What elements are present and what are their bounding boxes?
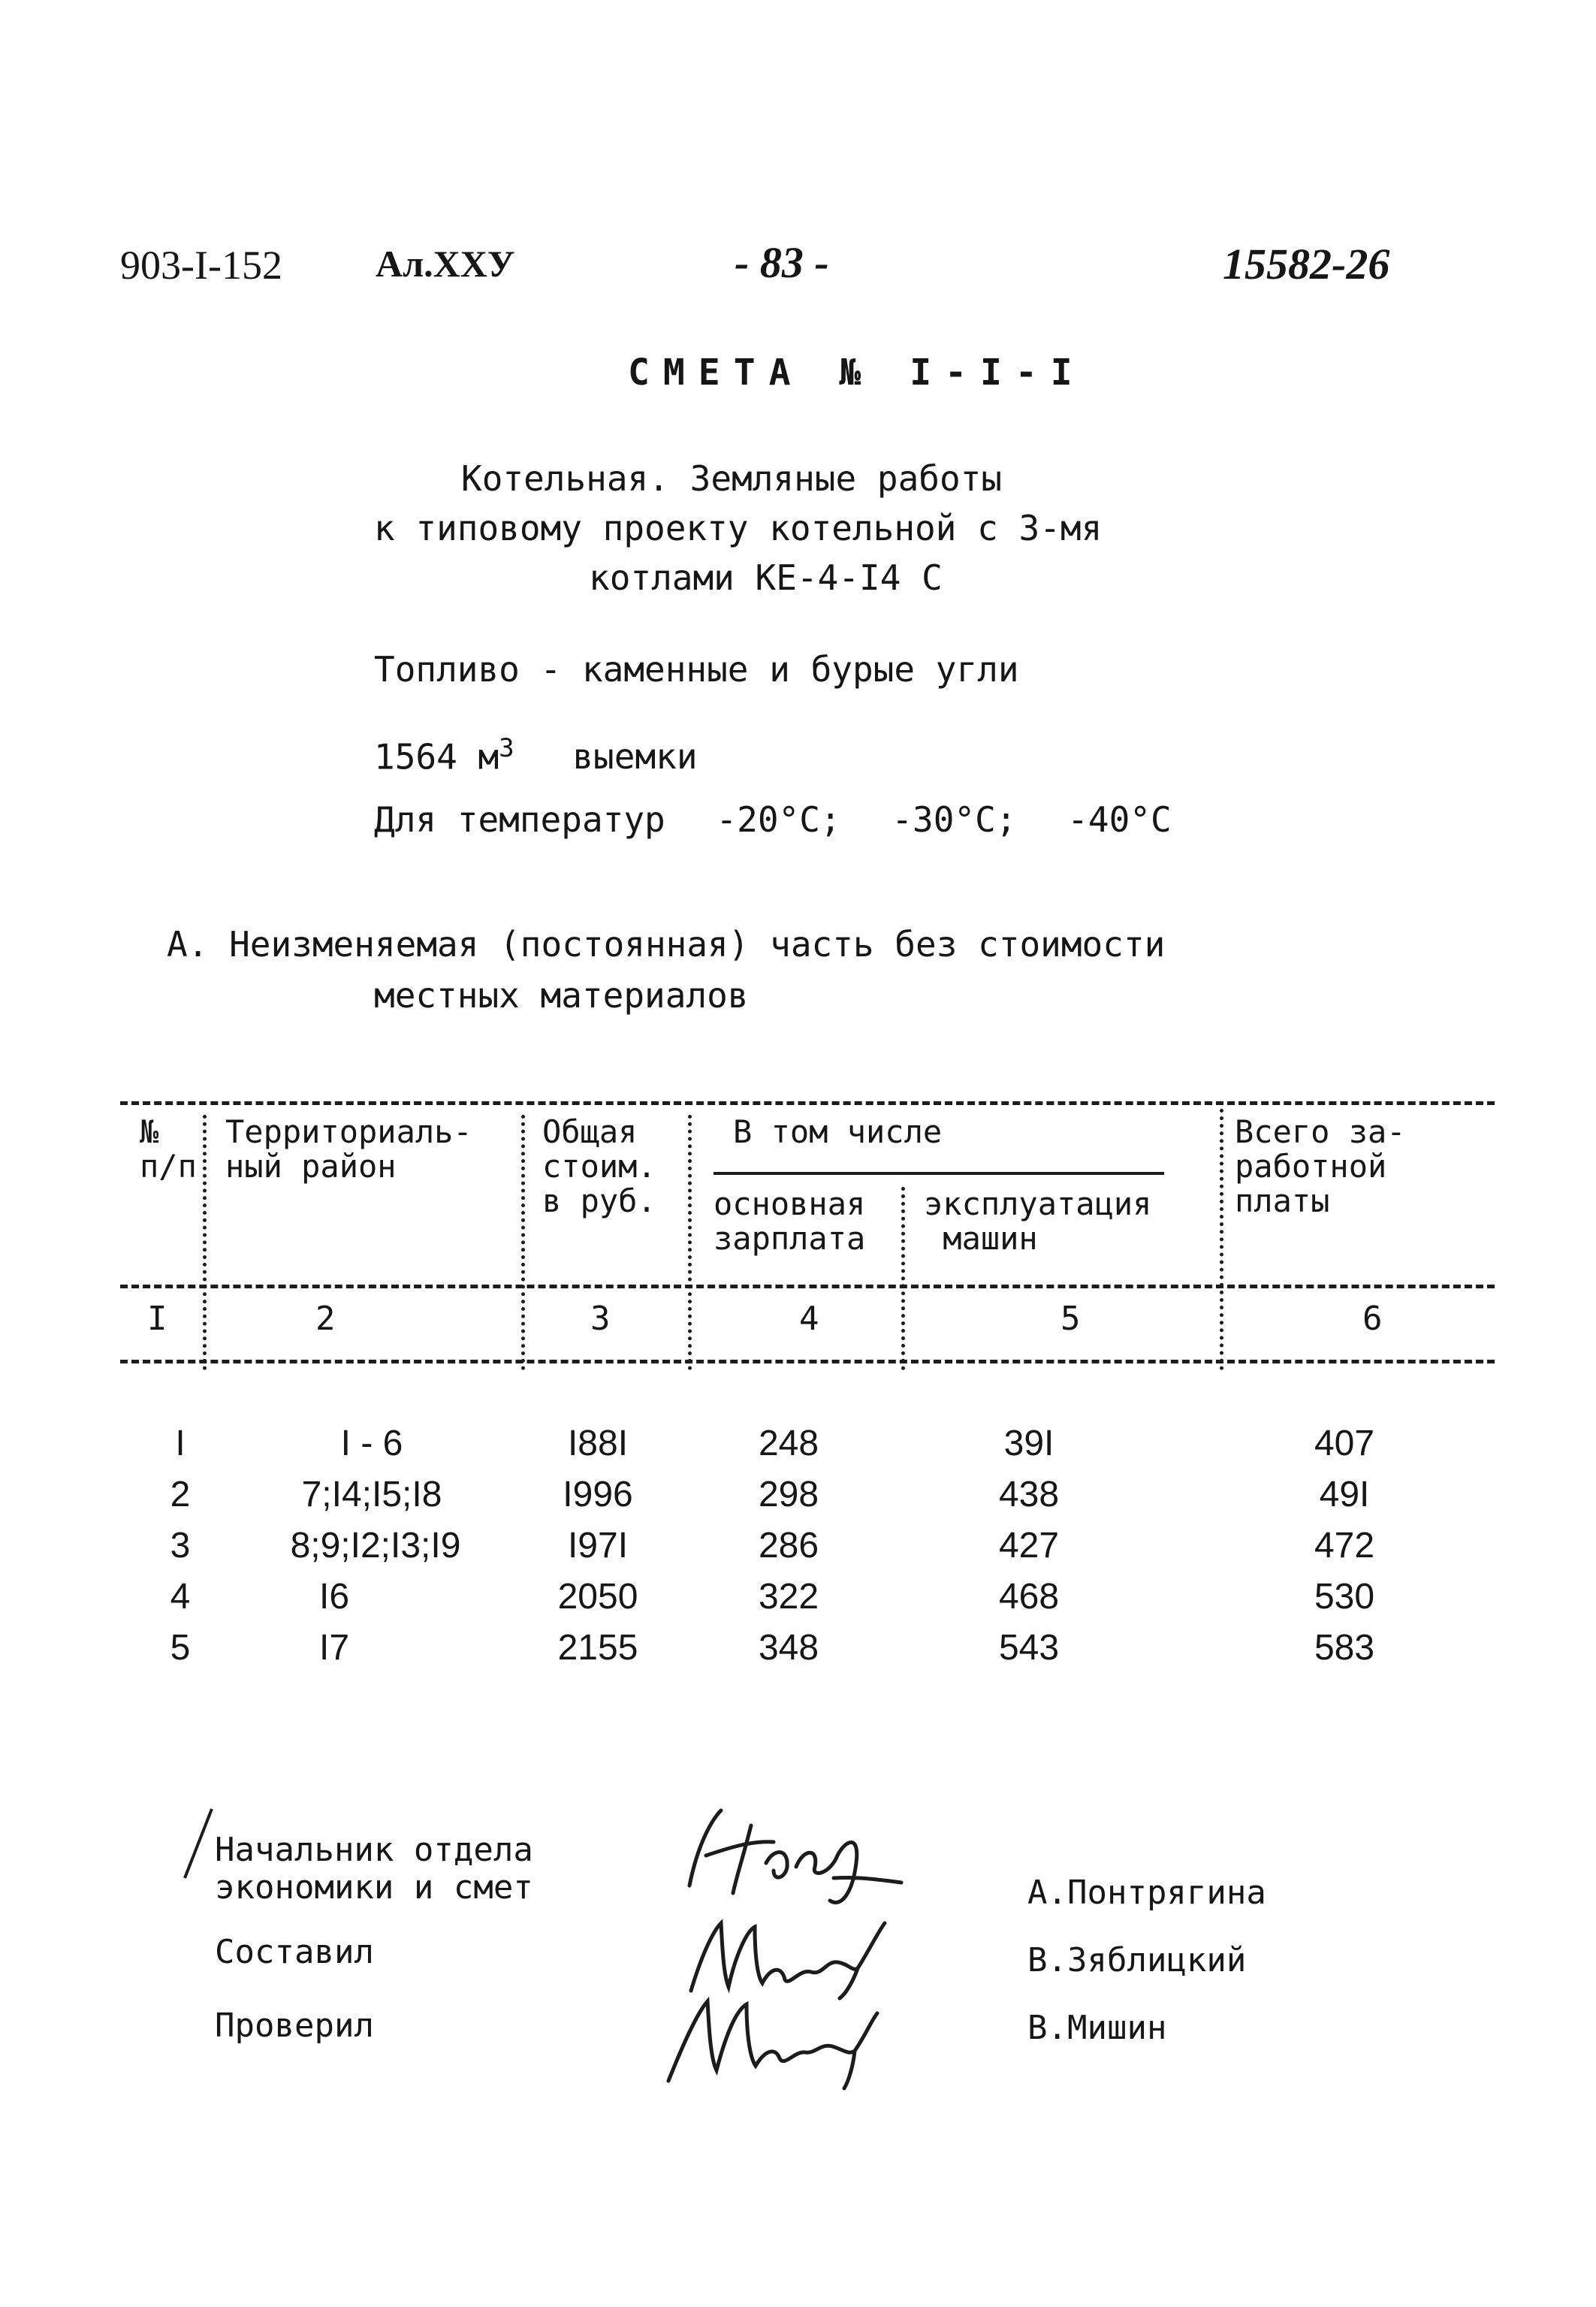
row-3-wages: 472 (1314, 1526, 1375, 1566)
subtitle-line-2: к типовому проекту котельной с 3-мя (374, 508, 1103, 548)
album-number: Ал.XXУ (376, 243, 515, 285)
temperatures-label: Для температур (374, 799, 665, 840)
header-region: Территориаль- ный район (225, 1113, 472, 1185)
row-5-salary: 348 (758, 1628, 819, 1668)
temperature-1: -20°С; (716, 799, 841, 840)
volume-exponent: 3 (499, 733, 514, 763)
table-colnum-rule (120, 1360, 1495, 1363)
col-divider-1 (203, 1115, 207, 1370)
row-3-total: I97I (567, 1526, 629, 1566)
column-number-4: 4 (799, 1300, 819, 1338)
volume-suffix: выемки (572, 736, 698, 778)
row-5-machines: 543 (998, 1628, 1060, 1668)
head-signature (661, 1795, 909, 1916)
including-underline (714, 1172, 1164, 1175)
header-num: № п/п (140, 1113, 197, 1185)
col-divider-2 (521, 1115, 525, 1370)
checker-name: В.Мишин (1027, 2009, 1167, 2047)
column-number-2: 2 (315, 1300, 336, 1338)
project-code: 903-I-152 (120, 243, 282, 288)
head-name: А.Понтрягина (1027, 1874, 1266, 1912)
row-4-machines: 468 (998, 1577, 1060, 1617)
row-4-salary: 322 (758, 1577, 819, 1617)
compiler-name: В.Зяблицкий (1027, 1941, 1247, 1979)
row-2-num: 2 (170, 1475, 191, 1514)
temperatures (374, 799, 1202, 840)
row-5-total: 2155 (557, 1628, 638, 1668)
subtitle-line-3: котлами КЕ-4-I4 С (589, 557, 943, 598)
table-header-rule (120, 1285, 1495, 1288)
row-1-num: I (175, 1424, 186, 1463)
header-wages: Всего за- работной платы (1235, 1113, 1406, 1219)
header-including: В том числе (733, 1113, 943, 1150)
compiled-by-label: Составил (215, 1933, 374, 1971)
header-total: Общая стоим. в руб. (542, 1113, 656, 1219)
row-5-num: 5 (170, 1628, 191, 1668)
row-1-region: I - 6 (340, 1424, 403, 1463)
fuel-type: Топливо - каменные и бурые угли (374, 649, 1019, 690)
row-1-wages: 407 (1314, 1424, 1375, 1463)
col-divider-3 (688, 1115, 692, 1370)
column-number-3: 3 (590, 1300, 611, 1338)
row-2-total: I996 (563, 1475, 633, 1514)
header-salary: основная зарплата (714, 1185, 866, 1257)
row-3-machines: 427 (998, 1526, 1060, 1566)
part-title-line-1: А. Неизменяемая (постоянная) часть без стоимости (167, 924, 1166, 965)
row-1-salary: 248 (758, 1424, 819, 1463)
table-top-rule (120, 1101, 1495, 1105)
head-of-department-label: Начальник отдела экономики и смет (215, 1831, 533, 1907)
row-4-region: I6 (318, 1577, 350, 1617)
row-2-region: 7;I4;I5;I8 (301, 1475, 442, 1514)
volume-value: 1564 м (374, 736, 499, 778)
temperature-3: -40°С (1067, 799, 1172, 840)
column-number-1: I (147, 1300, 167, 1338)
checker-signature (646, 1983, 894, 2096)
row-3-num: 3 (170, 1526, 191, 1566)
row-2-salary: 298 (758, 1475, 819, 1514)
column-number-5: 5 (1060, 1300, 1081, 1338)
row-5-wages: 583 (1314, 1628, 1375, 1668)
margin-mark (174, 1803, 219, 1886)
col-divider-5 (1220, 1109, 1223, 1370)
column-number-6: 6 (1362, 1300, 1383, 1338)
temperature-2: -30°С; (892, 799, 1017, 840)
row-2-wages: 49I (1319, 1475, 1370, 1514)
part-title-line-2: местных материалов (374, 975, 749, 1016)
col-divider-4 (901, 1187, 905, 1370)
row-1-total: I88I (567, 1424, 629, 1463)
row-3-salary: 286 (758, 1526, 819, 1566)
subtitle-line-1: Котельная. Земляные работы (461, 458, 1003, 499)
header-machines: эксплуатация машин (924, 1185, 1152, 1257)
row-4-total: 2050 (557, 1577, 638, 1617)
row-1-machines: 39I (1003, 1424, 1054, 1463)
row-2-machines: 438 (998, 1475, 1060, 1514)
row-5-region: I7 (318, 1628, 350, 1668)
row-4-wages: 530 (1314, 1577, 1375, 1617)
excavation-volume (374, 733, 698, 777)
page-number: - 83 - (735, 238, 829, 287)
row-4-num: 4 (170, 1577, 191, 1617)
row-3-region: 8;9;I2;I3;I9 (290, 1526, 461, 1566)
checked-by-label: Проверил (215, 2007, 374, 2045)
document-number: 15582-26 (1223, 240, 1390, 288)
document-title: СМЕТА № I-I-I (628, 352, 1086, 394)
